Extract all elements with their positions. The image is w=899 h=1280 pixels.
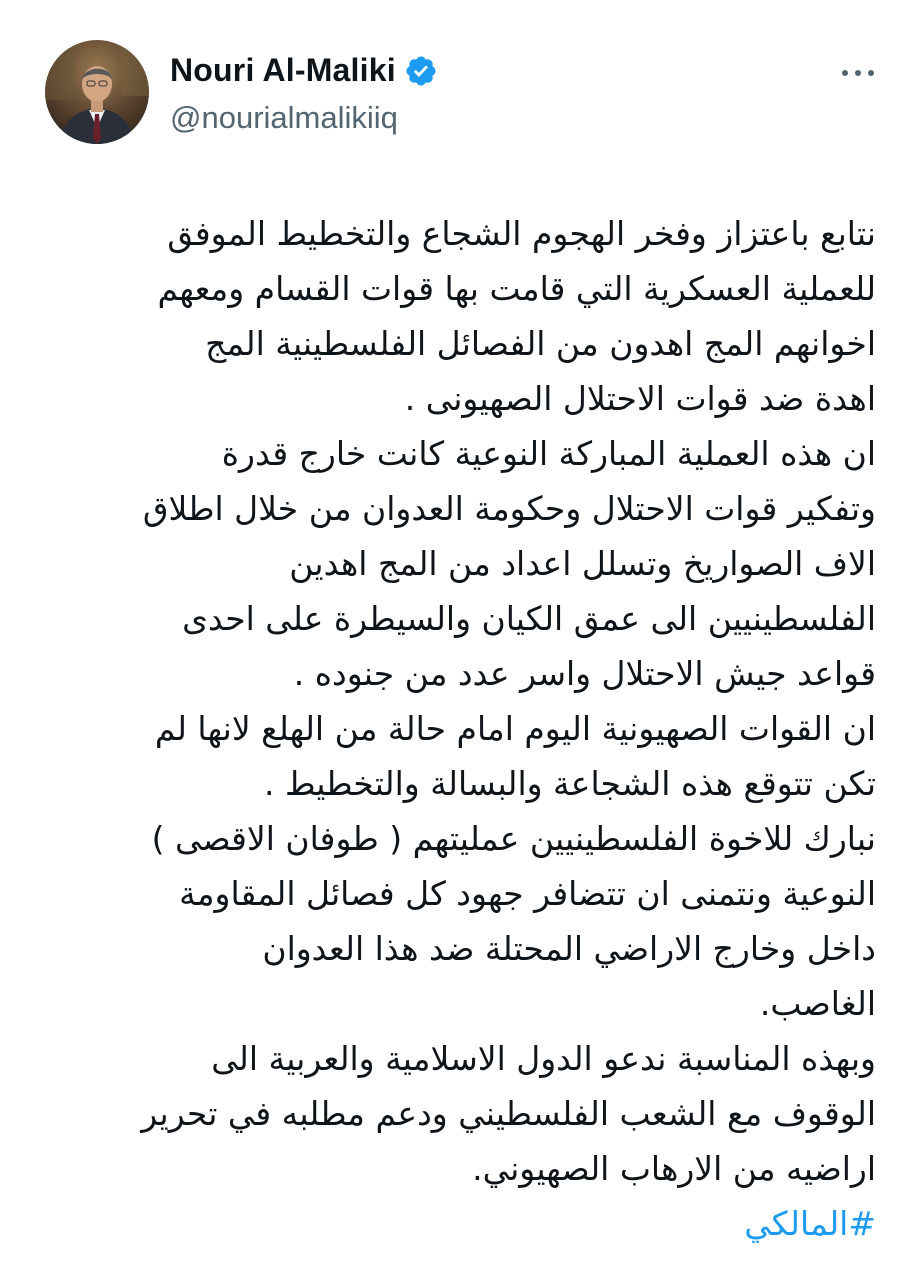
tweet-text [40, 206, 876, 1251]
hashtag-link[interactable]: #المالكي [744, 1204, 876, 1243]
profile-photo-icon [45, 40, 149, 144]
tweet-line: الفلسطينيين الى عمق الكيان والسيطرة على احدى [182, 599, 876, 638]
tweet-line: النوعية ونتمنى ان تتضافر جهود كل فصائل المقاومة [179, 874, 876, 913]
tweet-line: تكن تتوقع هذه الشجاعة والبسالة والتخطيط . [263, 764, 876, 803]
tweet-line: اخوانهم المج اهدون من الفصائل الفلسطينية المج [205, 324, 876, 363]
tweet-line: قواعد جيش الاحتلال واسر عدد من جنوده . [293, 654, 876, 693]
tweet-line: نبارك للاخوة الفلسطينيين عمليتهم ( طوفان الاقصى ) [151, 819, 876, 858]
more-options-button[interactable] [836, 56, 880, 90]
tweet-line: وبهذه المناسبة ندعو الدول الاسلامية والعربية الى [211, 1039, 876, 1078]
tweet-line: اهدة ضد قوات الاحتلال الصهيونى . [404, 379, 876, 418]
tweet-line: ان هذه العملية المباركة النوعية كانت خارج قدرة [221, 434, 876, 473]
tweet-line: الاف الصواريخ وتسلل اعداد من المج اهدين [289, 544, 876, 583]
author-handle[interactable]: @nourialmalikiiq [170, 100, 398, 135]
tweet-line: ان القوات الصهيونية اليوم امام حالة من الهلع لانها لم [154, 709, 876, 748]
tweet-line: الوقوف مع الشعب الفلسطيني ودعم مطلبه في تحرير [141, 1094, 876, 1133]
verified-badge-icon [404, 54, 438, 88]
tweet-line: للعملية العسكرية التي قامت بها قوات القسام ومعهم [157, 269, 876, 308]
tweet-line: داخل وخارج الاراضي المحتلة ضد هذا العدوان [262, 929, 876, 968]
tweet-line: الغاصب. [759, 984, 876, 1023]
tweet-line: وتفكير قوات الاحتلال وحكومة العدوان من خلال اطلاق [142, 489, 876, 528]
author-display-name[interactable]: Nouri Al-Maliki [170, 52, 396, 88]
tweet-line: اراضيه من الارهاب الصهيوني. [472, 1149, 876, 1188]
author-name-row[interactable] [170, 52, 438, 89]
avatar[interactable] [45, 40, 149, 144]
tweet-line: نتابع باعتزاز وفخر الهجوم الشجاع والتخطيط الموفق [167, 214, 876, 253]
more-options-icon [840, 68, 876, 78]
